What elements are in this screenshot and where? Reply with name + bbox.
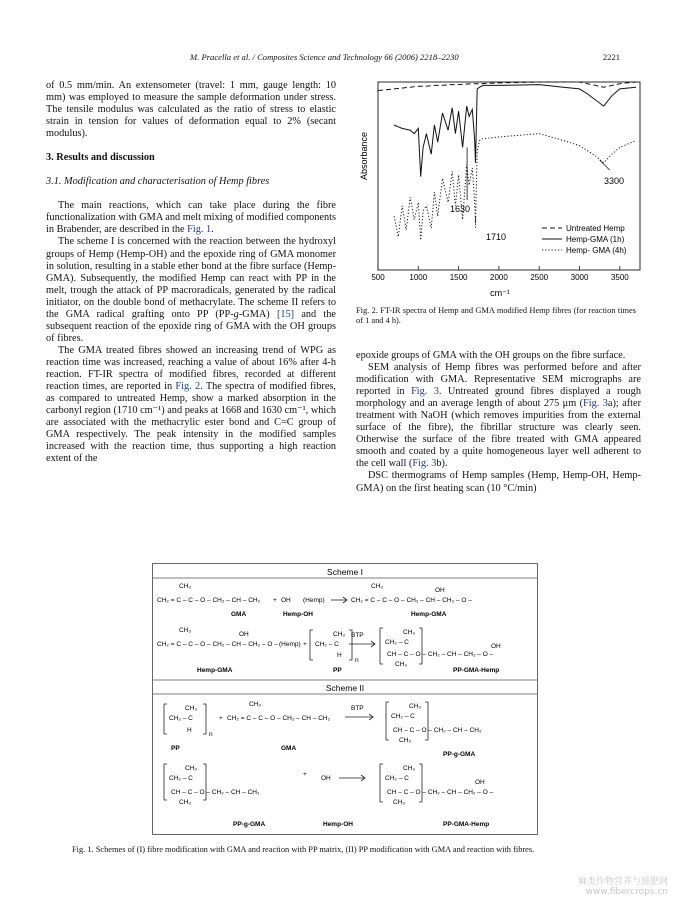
x-tick-label: 1500 bbox=[449, 273, 468, 282]
svg-text:CH₃: CH₃ bbox=[179, 799, 192, 806]
fig3-link-1[interactable]: Fig. 3 bbox=[411, 386, 439, 398]
scheme2-title: Scheme II bbox=[325, 683, 365, 693]
svg-text:CH₃: CH₃ bbox=[249, 701, 262, 708]
fig3-link-3[interactable]: Fig. 3 bbox=[412, 458, 437, 470]
svg-text:Hemp-GMA: Hemp-GMA bbox=[197, 667, 233, 674]
svg-text:CH₂ = C – C – O – CH₂ – CH – C: CH₂ = C – C – O – CH₂ – CH – CH₂ bbox=[227, 715, 331, 722]
svg-text:CH₃: CH₃ bbox=[403, 765, 416, 772]
series-line-1 bbox=[378, 82, 636, 91]
x-tick-label: 2000 bbox=[490, 273, 508, 282]
svg-text:GMA: GMA bbox=[281, 745, 297, 752]
hemp-gma-formula: CH₂ = C – C – O – CH₂ – CH – CH₂ – O – bbox=[351, 597, 472, 604]
svg-text:CH₂ – C: CH₂ – C bbox=[169, 715, 193, 722]
svg-text:CH₂ – C: CH₂ – C bbox=[385, 639, 409, 646]
svg-text:CH₃: CH₃ bbox=[393, 799, 406, 806]
svg-text:H: H bbox=[337, 652, 342, 659]
x-axis-label: cm⁻¹ bbox=[490, 288, 510, 298]
paragraph-dsc: DSC thermograms of Hemp samples (Hemp, Hemp-OH, Hemp-GMA) on the first heating scan (10 °C/min) bbox=[356, 470, 641, 494]
left-column bbox=[46, 80, 336, 465]
pp-caption: PP bbox=[333, 667, 342, 674]
watermark-cn: 麻类作物营养与施肥网 bbox=[577, 877, 668, 887]
section-heading: 3. Results and discussion bbox=[46, 152, 155, 164]
x-tick-label: 1000 bbox=[409, 273, 428, 282]
svg-text:PP: PP bbox=[171, 745, 180, 752]
svg-text:CH₂ = C – C – O – CH₂ – CH – C: CH₂ = C – C – O – CH₂ – CH – CH₂ – O – bbox=[157, 641, 278, 648]
x-tick-label: 3000 bbox=[570, 273, 589, 282]
paragraph-reactions: The main reactions, which can take place during the fibre functionalization with GMA and melt mixing of modified components in Brabender, are described in the Fig. 1. bbox=[46, 200, 336, 236]
svg-text:CH – C – O – CH₂ – CH – CH₂ –: CH – C – O – CH₂ – CH – CH₂ – O – bbox=[387, 789, 494, 796]
paragraph-scheme: The scheme I is concerned with the reaction between the hydroxyl groups of Hemp (Hemp-OH) and the epoxide ring of GMA monomer in solution, resulting in a stable ether bond at the fibre surface (Hemp-GMA). Subsequently, the modified Hemp can react with PP in the melt, trough the attack of PP macroradicals, generated by the radical initiator, on the double bond of methacrylate. The scheme II refers to the GMA radical grafting onto PP (PP-g-GMA) [15] and the subsequent reaction of the epoxide ring of GMA with the OH groups of fibres. bbox=[46, 236, 336, 344]
svg-text:CH₂ – C: CH₂ – C bbox=[391, 713, 415, 720]
reaction-scheme-drawing bbox=[153, 564, 537, 834]
page-number: 2221 bbox=[602, 52, 620, 62]
svg-text:+: + bbox=[303, 641, 307, 648]
reaction-scheme-box bbox=[152, 563, 538, 835]
svg-text:H: H bbox=[187, 727, 192, 734]
journal-citation: M. Pracella et al. / Composites Science and Technology 66 (2006) 2218–2230 bbox=[190, 52, 459, 62]
pp-gma-hemp-caption: PP-GMA-Hemp bbox=[453, 667, 500, 674]
svg-text:CH₂ – C: CH₂ – C bbox=[169, 775, 193, 782]
annotation-1630: 1630 bbox=[450, 204, 471, 214]
annotation-1710: 1710 bbox=[486, 232, 507, 242]
svg-text:BTP: BTP bbox=[351, 632, 364, 639]
annotation-3300: 3300 bbox=[604, 176, 625, 186]
svg-text:OH: OH bbox=[239, 631, 249, 638]
watermark-url: www.fibercrops.cn bbox=[585, 887, 668, 897]
svg-text:+: + bbox=[273, 597, 277, 604]
fig1-link[interactable]: Fig. 1 bbox=[187, 224, 212, 236]
svg-text:PP-GMA-Hemp: PP-GMA-Hemp bbox=[443, 821, 490, 828]
legend-label-2: Hemp-GMA (1h) bbox=[566, 235, 625, 244]
y-axis-label: Absorbance bbox=[359, 131, 369, 181]
paragraph-gma-fibres: The GMA treated fibres showed an increasing trend of WPG as reaction time was increased, reaching a value of about 16% after 4-h reaction. FT-IR spectra of modified fibres, recorded at different reaction times, are reported in Fig. 2. The spectra of modified fibres, as compared to untreated Hemp, show a marked absorption in the carbonyl region (1710 cm⁻¹) and peaks at 1668 and 1630 cm⁻¹, which are associated with the methacrylic ester bond and C=C group of GMA respectively. The peak intensity in the modified samples increased with the reaction time, thus supporting a high reaction extent of the bbox=[46, 344, 336, 465]
svg-text:CH₂ – C: CH₂ – C bbox=[385, 775, 409, 782]
svg-text:CH – C – O – CH₂ – CH – CH₂ –: CH – C – O – CH₂ – CH – CH₂ – O – bbox=[387, 651, 494, 658]
svg-text:PP-g-GMA: PP-g-GMA bbox=[233, 821, 266, 828]
svg-text:CH₃: CH₃ bbox=[403, 629, 416, 636]
oh-label: OH bbox=[281, 597, 291, 604]
svg-text:+: + bbox=[219, 715, 223, 722]
svg-text:BTP: BTP bbox=[351, 705, 364, 712]
methods-end-paragraph: of 0.5 mm/min. An extensometer (travel: 1 mm, gauge length: 10 mm) was employed to measure the sample deformation under stress. The tensile modulus was calculated as the ratio of stress to elastic strain in tension for values of deformation equal to 2% (secant modulus). bbox=[46, 80, 336, 140]
figure1-caption: Fig. 1. Schemes of (I) fibre modification with GMA and reaction with PP matrix, (II) PP modification with GMA and reaction with fibres. bbox=[72, 845, 535, 854]
svg-text:CH – C – O – CH₂ – CH – CH₂: CH – C – O – CH₂ – CH – CH₂ bbox=[171, 789, 260, 796]
svg-text:OH: OH bbox=[475, 779, 485, 786]
svg-text:n: n bbox=[209, 731, 213, 738]
plot-area bbox=[371, 82, 640, 282]
subsection-heading: 3.1. Modification and characterisation of Hemp fibres bbox=[46, 176, 270, 188]
svg-text:(Hemp): (Hemp) bbox=[279, 641, 301, 648]
svg-text:Hemp-OH: Hemp-OH bbox=[323, 821, 353, 828]
svg-text:OH: OH bbox=[321, 775, 331, 782]
legend-label-3: Hemp- GMA (4h) bbox=[566, 246, 627, 255]
gma-caption: GMA bbox=[231, 611, 247, 618]
svg-text:OH: OH bbox=[435, 587, 445, 594]
svg-text:CH₃: CH₃ bbox=[371, 583, 384, 590]
right-column bbox=[356, 350, 641, 495]
legend-label-1: Untreated Hemp bbox=[566, 224, 625, 233]
hemp-oh-caption: Hemp-OH bbox=[283, 611, 313, 618]
hemp-label: (Hemp) bbox=[303, 597, 325, 604]
svg-text:CH₃: CH₃ bbox=[185, 705, 198, 712]
gma-ch3: CH₃ bbox=[179, 583, 192, 590]
svg-text:CH₃: CH₃ bbox=[185, 765, 198, 772]
pp-g-gma-caption: PP-g-GMA bbox=[443, 751, 476, 758]
hemp-gma-caption: Hemp-GMA bbox=[411, 611, 447, 618]
svg-text:n: n bbox=[355, 657, 359, 664]
paragraph-sem: SEM analysis of Hemp fibres was performed before and after modification with GMA. Representative SEM micrographs are reported in Fig. 3. Untreated ground fibres displayed a rough morphology and an average length of about 275 μm (Fig. 3a); after treatment with NaOH (which removes impurities from the external surface of the fibre), the fibrillar structure was clearly seen. Otherwise the surface of the fibre treated with GMA appeared smooth and coated by a quite homogeneous layer well adherent to the cell wall (Fig. 3b). bbox=[356, 362, 641, 470]
ftir-spectra-chart bbox=[352, 78, 652, 304]
x-tick-label: 500 bbox=[371, 273, 385, 282]
svg-text:CH – C – O – CH₂ – CH – CH₂: CH – C – O – CH₂ – CH – CH₂ bbox=[393, 727, 482, 734]
fig2-link[interactable]: Fig. 2 bbox=[175, 381, 201, 393]
svg-text:OH: OH bbox=[491, 643, 501, 650]
gma-formula: CH₂ = C – C – O – CH₂ – CH – CH₂ bbox=[157, 597, 261, 604]
figure2-caption: Fig. 2. FT-IR spectra of Hemp and GMA modified Hemp fibres (for reaction times of 1 and 4 h). bbox=[356, 306, 636, 326]
svg-text:CH₃: CH₃ bbox=[395, 661, 408, 668]
svg-text:CH₃: CH₃ bbox=[399, 737, 412, 744]
svg-text:CH₃: CH₃ bbox=[179, 627, 192, 634]
svg-text:CH₃: CH₃ bbox=[333, 631, 346, 638]
ref-15-link[interactable]: [15] bbox=[276, 308, 295, 320]
scheme1-title: Scheme I bbox=[327, 567, 363, 577]
x-tick-label: 3500 bbox=[610, 273, 629, 282]
series-line-2 bbox=[394, 85, 636, 177]
x-tick-label: 2500 bbox=[530, 273, 549, 282]
arrow-3300 bbox=[600, 160, 610, 170]
svg-text:CH₂ – C: CH₂ – C bbox=[315, 641, 339, 648]
svg-text:CH₃: CH₃ bbox=[409, 703, 422, 710]
paragraph-epoxide: epoxide groups of GMA with the OH groups on the fibre surface. bbox=[356, 350, 626, 361]
svg-text:+: + bbox=[303, 771, 307, 778]
fig3-link-2[interactable]: Fig. 3 bbox=[583, 398, 608, 410]
